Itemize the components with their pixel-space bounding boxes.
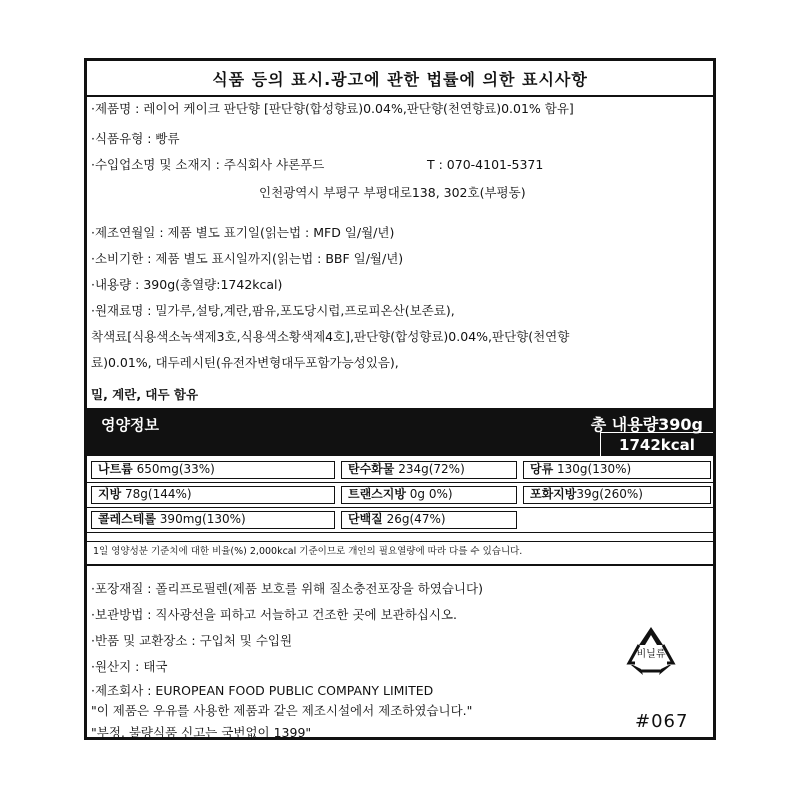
returns: ·반품 및 교환장소 : 구입처 및 수입원 [91,633,293,648]
importer-phone: T : 070-4101-5371 [427,157,544,172]
nutrient-cell: 지방 78g(144%) [91,486,335,504]
nutrition-row [87,508,713,533]
packaging: ·포장재질 : 폴리프로필렌(제품 보호를 위해 질소충전포장을 하였습니다) [91,581,483,596]
nutrition-grid [87,458,713,533]
label-title: 식품 등의 표시.광고에 관한 법률에 의한 표시사항 [87,61,713,97]
food-type: ·식품유형 : 빵류 [91,131,180,146]
nutrition-title: 영양정보 [101,416,159,434]
nutrient-cell: 포화지방39g(260%) [523,486,711,504]
report-notice: "부정, 불량식품 신고는 국번없이 1399" [91,725,312,740]
manufacture-date: ·제조연월일 : 제품 별도 표기일(읽는법 : MFD 일/월/년) [91,225,395,240]
recycle-label: 비닐류 [636,649,666,660]
nutrition-kcal: 1742kcal [600,432,713,457]
product-name: ·제품명 : 레이어 케이크 판단향 [판단향(합성향료)0.04%,판단향(천연향료)0.01% 함유] [91,101,574,116]
recycle-icon [623,623,679,679]
nutrient-cell: 단백질 26g(47%) [341,511,517,529]
product-code: #067 [635,711,689,732]
nutrient-cell: 콜레스테롤 390mg(130%) [91,511,335,529]
importer: ·수입업소명 및 소재지 : 주식회사 샤론푸드 [91,157,325,172]
ingredients-line-3: 료)0.01%, 대두레시틴(유전자변형대두포함가능성있음), [91,355,399,370]
manufacturer: ·제조회사 : EUROPEAN FOOD PUBLIC COMPANY LIMITED [91,683,434,698]
nutrient-cell: 나트륨 650mg(33%) [91,461,335,479]
allergens: 밀, 계란, 대두 함유 [91,387,199,402]
allergy-notice: "이 제품은 우유를 사용한 제품과 같은 제조시설에서 제조하였습니다." [91,703,473,718]
ingredients-line-1: ·원재료명 : 밀가루,설탕,계란,팜유,포도당시럽,프로피온산(보존료), [91,303,455,318]
storage: ·보관방법 : 직사광선을 피하고 서늘하고 건조한 곳에 보관하십시오. [91,607,457,622]
origin: ·원산지 : 태국 [91,659,168,674]
nutrition-header [87,408,713,456]
nutrition-row [87,483,713,508]
importer-address: 인천광역시 부평구 부평대로138, 302호(부평동) [259,185,526,200]
nutrition-total: 총 내용량390g [590,415,703,434]
net-content: ·내용량 : 390g(총열량:1742kcal) [91,277,283,292]
expiry-date: ·소비기한 : 제품 별도 표시일까지(읽는법 : BBF 일/월/년) [91,251,404,266]
nutrient-cell: 트랜스지방 0g 0%) [341,486,517,504]
nutrition-row [87,458,713,483]
nutrition-note: 1일 영양성분 기준치에 대한 비율(%) 2,000kcal 기준이므로 개인의 필요열량에 따라 다를 수 있습니다. [87,541,713,566]
nutrient-cell: 탄수화물 234g(72%) [341,461,517,479]
ingredients-line-2: 착색료[식용색소녹색제3호,식용색소황색제4호],판단향(합성향료)0.04%,판단향(천연향 [91,329,570,344]
nutrient-cell: 당류 130g(130%) [523,461,711,479]
food-label [84,58,716,740]
